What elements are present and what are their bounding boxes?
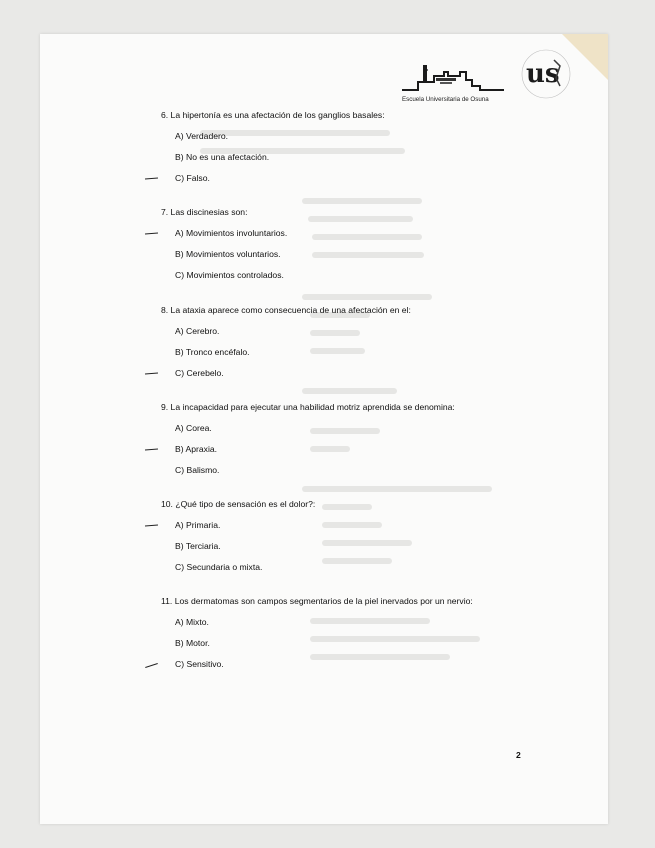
question-stem: 6. La hipertonía es una afectación de los ganglios basales:	[161, 110, 385, 120]
answer-mark	[145, 525, 158, 527]
option-c: C) Balismo.	[175, 465, 220, 475]
option-c: C) Falso.	[161, 173, 581, 184]
option-c: C) Movimientos controlados.	[175, 270, 284, 280]
option-b: B) Motor.	[175, 638, 210, 648]
question-stem: 11. Los dermatomas son campos segmentarios de la piel inervados por un nervio:	[161, 596, 473, 606]
question-6	[161, 110, 581, 184]
question-11	[161, 596, 581, 670]
option-c: C) Cerebelo.	[161, 368, 581, 379]
option-a: A) Verdadero.	[175, 131, 229, 141]
answer-mark	[145, 178, 158, 180]
answer-mark	[145, 663, 158, 668]
question-9	[161, 402, 581, 476]
option-b: B) Apraxia.	[161, 444, 581, 455]
question-stem: 7. Las discinesias son:	[161, 207, 248, 217]
institution-logo	[400, 48, 590, 118]
question-stem: 9. La incapacidad para ejecutar una habilidad motriz aprendida se denomina:	[161, 402, 455, 412]
answer-mark	[145, 233, 158, 235]
answer-mark	[145, 373, 158, 375]
option-b: B) Tronco encéfalo.	[175, 347, 250, 357]
question-stem: 10. ¿Qué tipo de sensación es el dolor?:	[161, 499, 316, 509]
exam-page	[40, 34, 608, 824]
option-a: A) Cerebro.	[175, 326, 220, 336]
castle-skyline-logo-icon	[400, 52, 506, 96]
option-a: A) Primaria.	[161, 520, 581, 531]
page-number: 2	[516, 750, 521, 760]
option-a: A) Corea.	[175, 423, 212, 433]
option-c: C) Sensitivo.	[161, 659, 581, 670]
answer-mark	[145, 449, 158, 451]
option-b: B) No es una afectación.	[175, 152, 270, 162]
svg-text:us: us	[526, 59, 560, 89]
question-8	[161, 305, 581, 379]
option-c: C) Secundaria o mixta.	[175, 562, 263, 572]
university-seal-icon	[520, 48, 572, 100]
option-b: B) Movimientos voluntarios.	[175, 249, 281, 259]
option-a: A) Mixto.	[175, 617, 209, 627]
option-a: A) Movimientos involuntarios.	[161, 228, 581, 239]
question-7	[161, 207, 581, 281]
question-stem: 8. La ataxia aparece como consecuencia de una afectación en el:	[161, 305, 411, 315]
question-10	[161, 499, 581, 573]
option-b: B) Terciaria.	[175, 541, 221, 551]
institution-name: Escuela Universitaria de Osuna	[402, 96, 489, 103]
